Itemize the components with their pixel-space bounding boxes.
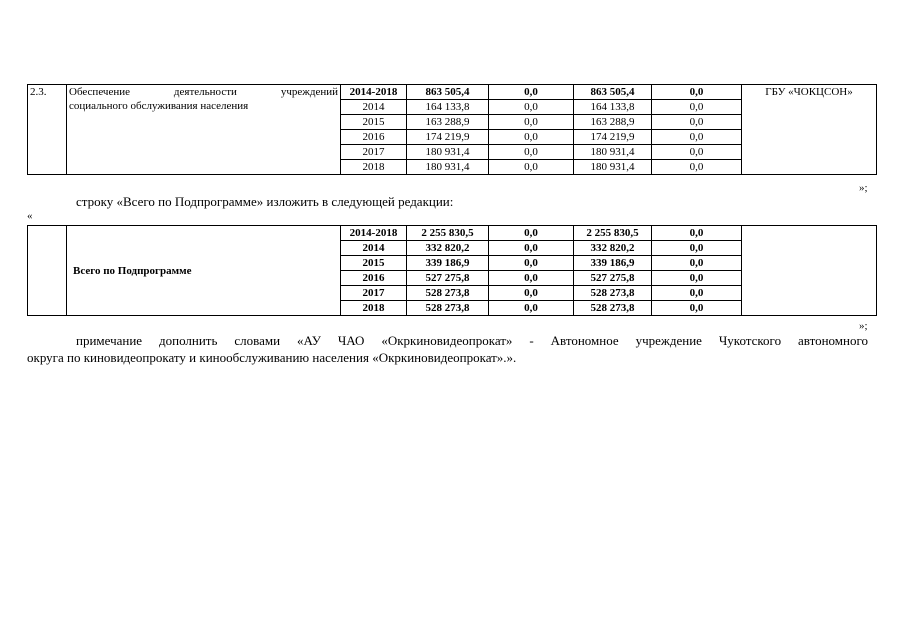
item-description: [67, 85, 341, 175]
other-cell: 0,0: [652, 85, 742, 100]
other-cell: 0,0: [652, 241, 742, 256]
subprogram-total-table-body: [28, 226, 877, 316]
federal-cell: 0,0: [489, 226, 574, 241]
regional-cell: 339 186,9: [574, 256, 652, 271]
total-cell: 180 931,4: [407, 160, 489, 175]
subprogram-total-label: Всего по Подпрограмме: [67, 226, 341, 316]
program-table: [27, 84, 877, 175]
other-cell: 0,0: [652, 115, 742, 130]
regional-cell: 163 288,9: [574, 115, 652, 130]
year-cell: 2015: [341, 256, 407, 271]
empty-executor-cell: [742, 226, 877, 316]
other-cell: 0,0: [652, 286, 742, 301]
total-cell: 339 186,9: [407, 256, 489, 271]
federal-cell: 0,0: [489, 160, 574, 175]
total-cell: 180 931,4: [407, 145, 489, 160]
item-description-line-2: социального обслуживания населения: [69, 100, 249, 112]
federal-cell: 0,0: [489, 145, 574, 160]
year-cell: 2014-2018: [341, 226, 407, 241]
other-cell: 0,0: [652, 226, 742, 241]
item-number: 2.3.: [28, 85, 67, 175]
year-cell: 2016: [341, 271, 407, 286]
other-cell: 0,0: [652, 130, 742, 145]
year-cell: 2016: [341, 130, 407, 145]
year-cell: 2017: [341, 286, 407, 301]
program-table-body: [28, 85, 877, 175]
year-cell: 2018: [341, 301, 407, 316]
regional-cell: 863 505,4: [574, 85, 652, 100]
regional-cell: 528 273,8: [574, 301, 652, 316]
federal-cell: 0,0: [489, 130, 574, 145]
federal-cell: 0,0: [489, 271, 574, 286]
federal-cell: 0,0: [489, 100, 574, 115]
total-cell: 164 133,8: [407, 100, 489, 115]
note-line-1: примечание дополнить словами «АУ ЧАО «Окркиновидеопрокат» - Автономное учреждение Чукотского автономного: [76, 333, 868, 348]
regional-cell: 528 273,8: [574, 286, 652, 301]
note-line-2: округа по киновидеопрокату и кинообслуживанию населения «Окркиновидеопрокат».».: [27, 350, 517, 365]
federal-cell: 0,0: [489, 301, 574, 316]
regional-cell: 2 255 830,5: [574, 226, 652, 241]
federal-cell: 0,0: [489, 85, 574, 100]
federal-cell: 0,0: [489, 115, 574, 130]
subprogram-total-table: [27, 225, 877, 316]
year-cell: 2014: [341, 100, 407, 115]
regional-cell: 180 931,4: [574, 145, 652, 160]
close-quote-1: »;: [859, 182, 868, 194]
total-cell: 528 273,8: [407, 301, 489, 316]
other-cell: 0,0: [652, 301, 742, 316]
other-cell: 0,0: [652, 256, 742, 271]
federal-cell: 0,0: [489, 256, 574, 271]
executor-cell: ГБУ «ЧОКЦСОН»: [742, 85, 877, 175]
other-cell: 0,0: [652, 271, 742, 286]
regional-cell: 164 133,8: [574, 100, 652, 115]
total-cell: 863 505,4: [407, 85, 489, 100]
regional-cell: 174 219,9: [574, 130, 652, 145]
open-quote: «: [27, 210, 33, 222]
other-cell: 0,0: [652, 160, 742, 175]
year-cell: 2017: [341, 145, 407, 160]
year-cell: 2018: [341, 160, 407, 175]
total-cell: 2 255 830,5: [407, 226, 489, 241]
table-row: [28, 226, 877, 241]
empty-number-cell: [28, 226, 67, 316]
other-cell: 0,0: [652, 145, 742, 160]
regional-cell: 180 931,4: [574, 160, 652, 175]
regional-cell: 332 820,2: [574, 241, 652, 256]
federal-cell: 0,0: [489, 286, 574, 301]
regional-cell: 527 275,8: [574, 271, 652, 286]
year-cell: 2015: [341, 115, 407, 130]
federal-cell: 0,0: [489, 241, 574, 256]
total-cell: 163 288,9: [407, 115, 489, 130]
total-cell: 332 820,2: [407, 241, 489, 256]
total-cell: 527 275,8: [407, 271, 489, 286]
table-row: [28, 85, 877, 100]
total-cell: 528 273,8: [407, 286, 489, 301]
year-cell: 2014-2018: [341, 85, 407, 100]
other-cell: 0,0: [652, 100, 742, 115]
item-description-line-1: Обеспечение деятельности учреждений: [69, 86, 338, 98]
total-cell: 174 219,9: [407, 130, 489, 145]
close-quote-2: »;: [859, 320, 868, 332]
year-cell: 2014: [341, 241, 407, 256]
instruction-text: строку «Всего по Подпрограмме» изложить в следующей редакции:: [76, 194, 454, 209]
